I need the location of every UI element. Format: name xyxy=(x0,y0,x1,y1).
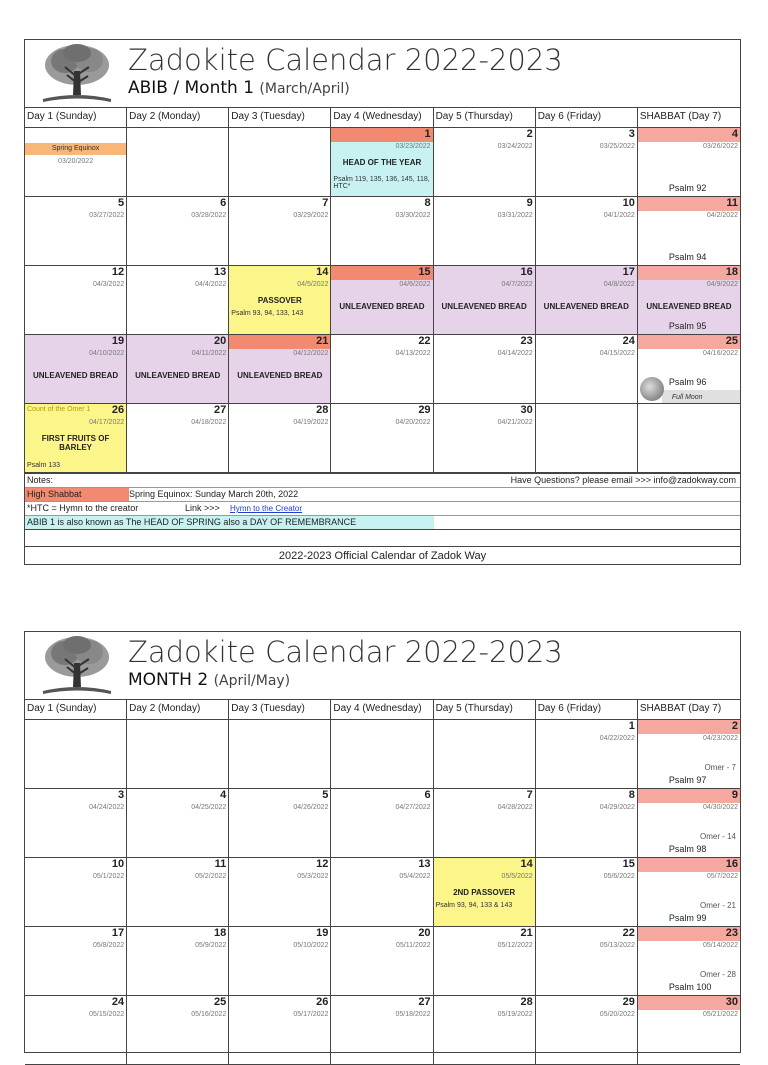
gregorian-date: 04/17/2022 xyxy=(89,419,125,426)
day-cell xyxy=(638,335,740,404)
day-number: 17 xyxy=(111,927,125,939)
day-cell xyxy=(127,927,229,996)
weekday-label: Day 5 (Thursday) xyxy=(434,700,536,719)
gregorian-date: 03/25/2022 xyxy=(599,143,635,150)
gregorian-date: 04/25/2022 xyxy=(191,804,227,811)
gregorian-date: 04/13/2022 xyxy=(395,350,431,357)
day-cell xyxy=(25,720,127,789)
weekday-label: Day 4 (Wednesday) xyxy=(331,700,433,719)
day-number: 30 xyxy=(520,404,533,416)
day-cell xyxy=(25,335,127,404)
gregorian-date: 04/8/2022 xyxy=(603,281,635,288)
gregorian-date: 04/15/2022 xyxy=(599,350,635,357)
day-cell xyxy=(536,266,638,335)
day-number: 25 xyxy=(725,335,738,347)
event-label: FIRST FRUITS OF BARLEY xyxy=(41,434,110,452)
day-cell xyxy=(25,266,127,335)
day-number: 2 xyxy=(731,720,738,732)
day-cell xyxy=(536,789,638,858)
day-cell xyxy=(638,789,740,858)
day-number: 29 xyxy=(622,996,635,1008)
calendar-header xyxy=(25,632,740,700)
weekday-label: Day 6 (Friday) xyxy=(536,108,638,127)
event-label: UNLEAVENED BREAD xyxy=(135,371,221,380)
gregorian-date: 05/15/2022 xyxy=(89,1011,125,1018)
day-number: 10 xyxy=(111,858,125,870)
gregorian-date: 05/2/2022 xyxy=(195,873,227,880)
day-highlight-band xyxy=(638,789,740,803)
day-number: 16 xyxy=(725,858,738,870)
gregorian-date: 04/6/2022 xyxy=(399,281,431,288)
day-number: 26 xyxy=(111,404,125,416)
gregorian-date: 04/21/2022 xyxy=(497,419,533,426)
weekday-label: SHABBAT (Day 7) xyxy=(639,703,722,714)
day-cell xyxy=(536,197,638,266)
gregorian-date: 04/22/2022 xyxy=(599,735,635,742)
day-cell xyxy=(536,128,638,197)
psalm-label: Psalm 94 xyxy=(668,252,707,262)
day-number: 7 xyxy=(526,789,533,801)
day-cell xyxy=(638,266,740,335)
tree-logo-icon xyxy=(37,43,117,105)
day-number: 6 xyxy=(220,197,227,209)
calendar-month-1 xyxy=(24,39,741,565)
gregorian-date: 05/3/2022 xyxy=(297,873,329,880)
day-cell xyxy=(229,720,331,789)
calendar-grid xyxy=(25,720,740,1065)
day-number: 24 xyxy=(111,996,125,1008)
full-moon-label: Full Moon xyxy=(671,394,703,401)
day-cell xyxy=(434,335,536,404)
htc-note: *HTC = Hymn to the creator xyxy=(27,503,139,513)
day-cell xyxy=(229,789,331,858)
day-cell xyxy=(229,927,331,996)
day-cell xyxy=(638,128,740,197)
gregorian-date: 05/9/2022 xyxy=(195,942,227,949)
gregorian-date: 05/18/2022 xyxy=(395,1011,431,1018)
weekday-label: Day 1 (Sunday) xyxy=(25,108,127,127)
gregorian-date: 05/5/2022 xyxy=(501,873,533,880)
day-cell xyxy=(127,858,229,927)
day-number: 9 xyxy=(526,197,533,209)
gregorian-date: 03/24/2022 xyxy=(497,143,533,150)
omer-count: Omer - 28 xyxy=(699,970,736,979)
day-cell xyxy=(331,266,433,335)
day-cell xyxy=(127,197,229,266)
weekday-label: SHABBAT (Day 7) xyxy=(639,111,722,122)
calendar-grid xyxy=(25,128,740,473)
day-cell xyxy=(127,789,229,858)
event-label: UNLEAVENED BREAD xyxy=(339,302,425,311)
gregorian-date: 04/28/2022 xyxy=(497,804,533,811)
day-cell xyxy=(536,404,638,473)
event-label: 2ND PASSOVER xyxy=(453,888,516,897)
month-subtitle: (March/April) xyxy=(259,81,350,97)
day-number: 9 xyxy=(731,789,738,801)
omer-count: Omer - 14 xyxy=(699,832,736,841)
day-number: 3 xyxy=(628,128,635,140)
omer-count: Omer - 7 xyxy=(704,763,736,772)
gregorian-date: 04/20/2022 xyxy=(395,419,431,426)
gregorian-date: 03/29/2022 xyxy=(293,212,329,219)
day-number: 19 xyxy=(111,335,125,347)
day-cell xyxy=(434,128,536,197)
day-number: 26 xyxy=(316,996,329,1008)
calendar-month-2 xyxy=(24,631,741,1053)
day-number: 18 xyxy=(214,927,227,939)
gregorian-date: 04/1/2022 xyxy=(603,212,635,219)
gregorian-date: 04/4/2022 xyxy=(195,281,227,288)
omer-count: Omer - 21 xyxy=(699,901,736,910)
day-number: 5 xyxy=(118,197,125,209)
day-cell xyxy=(434,858,536,927)
hymn-link[interactable]: Hymn to the Creator xyxy=(230,504,303,513)
psalm-label: Psalm 99 xyxy=(668,913,707,923)
day-cell xyxy=(536,996,638,1065)
gregorian-date: 05/6/2022 xyxy=(603,873,635,880)
day-cell xyxy=(127,404,229,473)
abib-note: ABIB 1 is also known as The HEAD OF SPRING also a DAY OF REMEMBRANCE xyxy=(25,516,434,529)
day-number: 28 xyxy=(316,404,329,416)
notes-label: Notes: xyxy=(27,475,54,485)
weekday-label: Day 3 (Tuesday) xyxy=(229,108,331,127)
gregorian-date: 05/11/2022 xyxy=(396,942,431,949)
day-cell xyxy=(434,404,536,473)
day-highlight-band xyxy=(638,858,740,872)
day-number: 2 xyxy=(526,128,533,140)
day-number: 18 xyxy=(725,266,738,278)
day-cell xyxy=(638,858,740,927)
day-cell xyxy=(229,128,331,197)
day-number: 23 xyxy=(725,927,738,939)
gregorian-date: 05/7/2022 xyxy=(706,873,738,880)
gregorian-date: 04/26/2022 xyxy=(293,804,329,811)
day-cell xyxy=(638,720,740,789)
contact-email[interactable]: Have Questions? please email >>> info@zadokway.com xyxy=(510,475,736,485)
day-number: 22 xyxy=(418,335,431,347)
day-cell xyxy=(229,404,331,473)
day-cell xyxy=(331,404,433,473)
day-cell xyxy=(127,335,229,404)
calendar-header xyxy=(25,40,740,108)
day-number: 8 xyxy=(424,197,431,209)
day-number: 6 xyxy=(424,789,431,801)
gregorian-date: 04/11/2022 xyxy=(191,350,227,357)
day-number: 29 xyxy=(418,404,431,416)
day-number: 11 xyxy=(726,197,738,209)
calendar-footer: 2022-2023 Official Calendar of Zadok Way xyxy=(25,546,740,569)
day-cell xyxy=(127,996,229,1065)
gregorian-date: 03/31/2022 xyxy=(497,212,533,219)
weekday-header xyxy=(25,700,740,720)
day-number: 20 xyxy=(214,335,227,347)
psalm-label: Psalm 100 xyxy=(668,982,712,992)
day-number: 12 xyxy=(111,266,125,278)
day-highlight-band xyxy=(638,720,740,734)
day-cell xyxy=(331,720,433,789)
day-number: 22 xyxy=(622,927,635,939)
equinox-event: Spring Equinox xyxy=(25,143,126,155)
day-highlight-band xyxy=(331,128,432,142)
day-cell xyxy=(25,858,127,927)
gregorian-date: 04/16/2022 xyxy=(702,350,738,357)
day-number: 30 xyxy=(725,996,738,1008)
equinox-note: Spring Equinox: Sunday March 20th, 2022 xyxy=(129,489,299,499)
psalm-label: Psalm 98 xyxy=(668,844,707,854)
day-cell xyxy=(536,927,638,996)
day-number: 16 xyxy=(520,266,533,278)
day-number: 4 xyxy=(220,789,227,801)
gregorian-date: 05/19/2022 xyxy=(497,1011,533,1018)
day-number: 11 xyxy=(214,858,227,870)
month-subtitle: (April/May) xyxy=(213,673,291,689)
day-number: 12 xyxy=(316,858,329,870)
day-cell xyxy=(638,927,740,996)
gregorian-date: 05/8/2022 xyxy=(92,942,125,949)
gregorian-date: 05/12/2022 xyxy=(497,942,533,949)
day-cell xyxy=(331,197,433,266)
day-number: 15 xyxy=(418,266,431,278)
event-note: Psalm 93, 94, 133, 143 xyxy=(231,310,304,317)
day-cell xyxy=(638,404,740,473)
gregorian-date: 03/23/2022 xyxy=(395,143,431,150)
day-number: 1 xyxy=(628,720,635,732)
event-label: UNLEAVENED BREAD xyxy=(646,302,732,311)
event-label: UNLEAVENED BREAD xyxy=(543,302,629,311)
link-label: Link >>> xyxy=(185,503,220,513)
day-cell xyxy=(127,128,229,197)
day-number: 3 xyxy=(118,789,125,801)
weekday-label: Day 2 (Monday) xyxy=(127,108,229,127)
gregorian-date: 04/2/2022 xyxy=(706,212,738,219)
weekday-label: Day 2 (Monday) xyxy=(127,700,229,719)
day-cell xyxy=(331,335,433,404)
day-cell xyxy=(536,335,638,404)
gregorian-date: 04/9/2022 xyxy=(706,281,738,288)
day-cell xyxy=(25,404,127,473)
event-label: UNLEAVENED BREAD xyxy=(441,302,527,311)
day-highlight-band xyxy=(638,197,740,211)
gregorian-date: 05/21/2022 xyxy=(702,1011,738,1018)
gregorian-date: 03/28/2022 xyxy=(191,212,227,219)
day-highlight-band xyxy=(638,996,740,1010)
day-number: 24 xyxy=(622,335,635,347)
gregorian-date: 05/16/2022 xyxy=(191,1011,227,1018)
day-number: 7 xyxy=(322,197,329,209)
day-number: 21 xyxy=(316,335,329,347)
equinox-date: 03/20/2022 xyxy=(58,158,94,165)
notes-section xyxy=(25,473,740,529)
day-cell xyxy=(25,197,127,266)
gregorian-date: 05/10/2022 xyxy=(293,942,329,949)
gregorian-date: 03/27/2022 xyxy=(89,212,125,219)
full-moon-icon xyxy=(640,377,664,401)
gregorian-date: 03/26/2022 xyxy=(702,143,738,150)
day-cell xyxy=(331,996,433,1065)
gregorian-date: 05/20/2022 xyxy=(599,1011,635,1018)
gregorian-date: 05/17/2022 xyxy=(293,1011,329,1018)
calendar-title: Zadokite Calendar 2022-2023 xyxy=(128,635,563,669)
weekday-label: Day 4 (Wednesday) xyxy=(331,108,433,127)
event-label: UNLEAVENED BREAD xyxy=(32,371,119,380)
calendar-title: Zadokite Calendar 2022-2023 xyxy=(128,43,563,77)
day-number: 17 xyxy=(622,266,635,278)
day-number: 14 xyxy=(520,858,533,870)
day-highlight-band xyxy=(638,335,740,349)
day-cell xyxy=(25,128,127,197)
day-cell xyxy=(229,266,331,335)
event-note: Psalm 93, 94, 133 & 143 xyxy=(435,902,513,909)
day-number: 25 xyxy=(214,996,227,1008)
gregorian-date: 04/18/2022 xyxy=(191,419,227,426)
day-cell xyxy=(331,128,433,197)
day-cell xyxy=(229,335,331,404)
gregorian-date: 04/14/2022 xyxy=(497,350,533,357)
day-cell xyxy=(434,197,536,266)
gregorian-date: 05/4/2022 xyxy=(399,873,431,880)
omer-count-label: Count of the Omer 1 xyxy=(27,406,91,413)
event-label: PASSOVER xyxy=(257,296,302,305)
day-number: 14 xyxy=(316,266,329,278)
day-number: 19 xyxy=(316,927,329,939)
gregorian-date: 04/12/2022 xyxy=(293,350,329,357)
gregorian-date: 05/1/2022 xyxy=(92,873,125,880)
day-cell xyxy=(331,927,433,996)
weekday-label: Day 1 (Sunday) xyxy=(25,700,127,719)
event-note: Psalm 133 xyxy=(27,462,61,469)
psalm-label: Psalm 97 xyxy=(668,775,707,785)
day-cell xyxy=(25,996,127,1065)
day-number: 20 xyxy=(418,927,431,939)
day-highlight-band xyxy=(638,927,740,941)
day-cell xyxy=(638,197,740,266)
day-number: 13 xyxy=(214,266,227,278)
day-cell xyxy=(536,858,638,927)
day-cell xyxy=(331,789,433,858)
gregorian-date: 04/24/2022 xyxy=(89,804,125,811)
day-cell xyxy=(434,789,536,858)
month-name: MONTH 2 xyxy=(128,670,209,690)
day-cell xyxy=(331,858,433,927)
event-label: UNLEAVENED BREAD xyxy=(237,371,323,380)
gregorian-date: 04/19/2022 xyxy=(293,419,329,426)
psalm-label: Psalm 92 xyxy=(668,183,707,193)
day-number: 8 xyxy=(628,789,635,801)
day-cell xyxy=(638,996,740,1065)
gregorian-date: 04/29/2022 xyxy=(599,804,635,811)
gregorian-date: 04/10/2022 xyxy=(89,350,125,357)
day-number: 1 xyxy=(424,128,431,140)
psalm-label: Psalm 95 xyxy=(668,321,707,331)
day-highlight-band xyxy=(638,128,740,142)
day-number: 4 xyxy=(731,128,738,140)
gregorian-date: 04/3/2022 xyxy=(92,281,125,288)
weekday-label: Day 3 (Tuesday) xyxy=(229,700,331,719)
gregorian-date: 05/14/2022 xyxy=(702,942,738,949)
day-number: 27 xyxy=(418,996,431,1008)
tree-logo-icon xyxy=(37,635,117,697)
event-label: HEAD OF THE YEAR xyxy=(342,158,422,167)
day-cell xyxy=(434,266,536,335)
high-shabbat-legend: High Shabbat xyxy=(25,488,129,501)
day-number: 21 xyxy=(520,927,533,939)
day-cell xyxy=(25,789,127,858)
month-name: ABIB / Month 1 xyxy=(128,78,255,98)
weekday-label: Day 5 (Thursday) xyxy=(434,108,536,127)
gregorian-date: 05/13/2022 xyxy=(599,942,635,949)
month-title xyxy=(128,670,290,690)
gregorian-date: 03/30/2022 xyxy=(395,212,431,219)
weekday-header xyxy=(25,108,740,128)
gregorian-date: 04/7/2022 xyxy=(501,281,533,288)
day-cell xyxy=(127,720,229,789)
day-cell xyxy=(229,996,331,1065)
day-number: 27 xyxy=(214,404,227,416)
day-number: 13 xyxy=(418,858,431,870)
gregorian-date: 04/27/2022 xyxy=(395,804,431,811)
day-cell xyxy=(536,720,638,789)
day-cell xyxy=(25,927,127,996)
gregorian-date: 04/23/2022 xyxy=(702,735,738,742)
weekday-label: Day 6 (Friday) xyxy=(536,700,638,719)
day-highlight-band xyxy=(638,266,740,280)
day-cell xyxy=(229,858,331,927)
event-note: Psalm 119, 135, 136, 145, 118, HTC* xyxy=(333,176,430,190)
gregorian-date: 04/5/2022 xyxy=(297,281,329,288)
day-number: 5 xyxy=(322,789,329,801)
day-cell xyxy=(434,720,536,789)
psalm-label: Psalm 96 xyxy=(668,377,707,387)
gregorian-date: 04/30/2022 xyxy=(702,804,738,811)
day-number: 23 xyxy=(520,335,533,347)
day-number: 10 xyxy=(622,197,635,209)
month-title xyxy=(128,78,350,98)
day-cell xyxy=(229,197,331,266)
day-number: 15 xyxy=(622,858,635,870)
day-cell xyxy=(127,266,229,335)
day-number: 28 xyxy=(520,996,533,1008)
day-cell xyxy=(434,996,536,1065)
day-cell xyxy=(434,927,536,996)
